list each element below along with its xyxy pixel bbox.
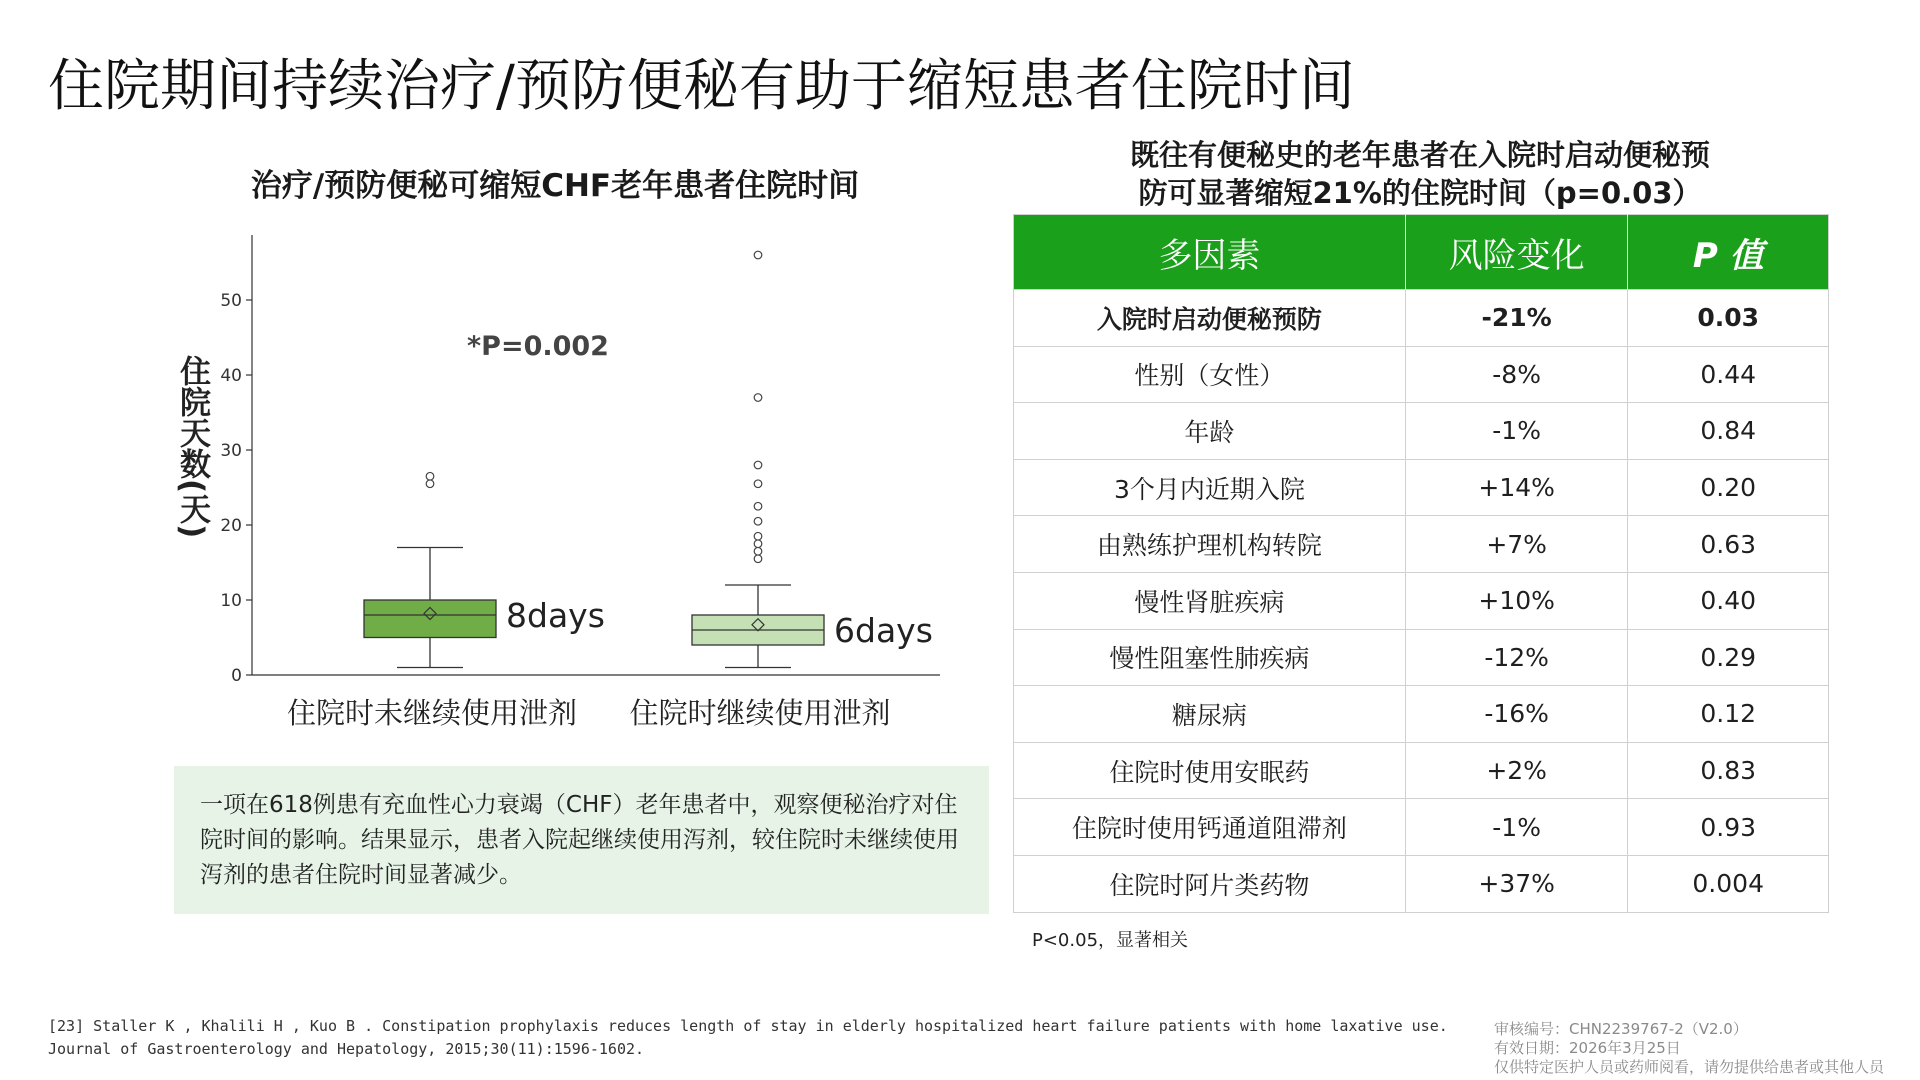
factor-cell: 住院时使用安眠药	[1014, 742, 1406, 799]
p-value-cell: 0.44	[1628, 346, 1829, 403]
table-row	[1014, 799, 1829, 856]
factor-cell: 慢性肾脏疾病	[1014, 572, 1406, 629]
change-cell: +37%	[1405, 855, 1628, 912]
factor-cell: 糖尿病	[1014, 686, 1406, 743]
change-cell: +2%	[1405, 742, 1628, 799]
audit-valid-date: 有效日期：2026年3月25日	[1494, 1039, 1681, 1057]
outlier-point	[754, 461, 762, 469]
median-label: 8days	[506, 596, 605, 635]
p-value-cell: 0.12	[1628, 686, 1829, 743]
significance-annotation: *P=0.002	[467, 331, 609, 362]
table-row	[1014, 459, 1829, 516]
p-value-cell: 0.004	[1628, 855, 1829, 912]
risk-factor-table	[1013, 214, 1829, 913]
y-tick-label: 50	[220, 291, 242, 311]
outlier-point	[754, 480, 762, 488]
table-header-row	[1014, 215, 1829, 290]
table-row	[1014, 855, 1829, 912]
factor-cell: 3个月内近期入院	[1014, 459, 1406, 516]
p-value-cell: 0.83	[1628, 742, 1829, 799]
table-title-line2: 防可显著缩短21%的住院时间（p=0.03）	[1138, 176, 1702, 210]
outlier-point	[754, 555, 762, 563]
x-category-label: 住院时未继续使用泄剂	[286, 696, 578, 730]
factor-cell: 慢性阻塞性肺疾病	[1014, 629, 1406, 686]
change-cell: -12%	[1405, 629, 1628, 686]
change-cell: +7%	[1405, 516, 1628, 573]
reference-citation	[48, 1015, 1468, 1061]
factor-cell: 由熟练护理机构转院	[1014, 516, 1406, 573]
page-title: 住院期间持续治疗/预防便秘有助于缩短患者住院时间	[48, 54, 1355, 119]
median-label: 6days	[834, 611, 933, 650]
table-row	[1014, 572, 1829, 629]
table-row	[1014, 290, 1829, 347]
change-cell: -1%	[1405, 403, 1628, 460]
header-factor: 多因素	[1014, 215, 1406, 290]
change-cell: -16%	[1405, 686, 1628, 743]
table-row	[1014, 346, 1829, 403]
y-axis-label: 住院天数(天)	[174, 355, 210, 539]
summary-box	[174, 766, 989, 914]
summary-text: 一项在618例患有充血性心力衰竭（CHF）老年患者中，观察便秘治疗对住院时间的影响。结果显示，患者入院起继续使用泻剂，较住院时未继续使用泻剂的患者住院时间显著减少。	[200, 792, 959, 888]
outlier-point	[754, 251, 762, 259]
x-category-label: 住院时继续使用泄剂	[629, 696, 891, 730]
p-value-cell: 0.20	[1628, 459, 1829, 516]
factor-cell: 性别（女性）	[1014, 346, 1406, 403]
p-value-cell: 0.40	[1628, 572, 1829, 629]
table-row	[1014, 629, 1829, 686]
p-value-cell: 0.84	[1628, 403, 1829, 460]
outlier-point	[426, 472, 434, 480]
reference-line2: Journal of Gastroenterology and Hepatology, 2015;30(11):1596-1602.	[48, 1040, 645, 1058]
change-cell: +14%	[1405, 459, 1628, 516]
audit-notice: 仅供特定医护人员或药师阅看，请勿提供给患者或其他人员	[1494, 1058, 1885, 1076]
change-cell: -1%	[1405, 799, 1628, 856]
header-change: 风险变化	[1405, 215, 1628, 290]
outlier-point	[754, 502, 762, 510]
reference-line1: [23] Staller K , Khalili H , Kuo B . Constipation prophylaxis reduces length of stay in elderly hospitalized heart failure patients with home laxative use.	[48, 1017, 1448, 1035]
table-title-line1: 既往有便秘史的老年患者在入院时启动便秘预	[1129, 138, 1710, 172]
y-tick-label: 0	[231, 666, 242, 686]
y-tick-label: 20	[220, 516, 242, 536]
outlier-point	[426, 480, 434, 488]
table-title	[1020, 136, 1820, 212]
change-cell: -21%	[1405, 290, 1628, 347]
audit-info	[1494, 1020, 1884, 1077]
table-row	[1014, 742, 1829, 799]
outlier-point	[754, 532, 762, 540]
header-p-value: P 值	[1628, 215, 1829, 290]
factor-cell: 住院时阿片类药物	[1014, 855, 1406, 912]
factor-cell: 住院时使用钙通道阻滞剂	[1014, 799, 1406, 856]
factor-cell: 入院时启动便秘预防	[1014, 290, 1406, 347]
outlier-point	[754, 394, 762, 402]
boxplot-chart	[160, 225, 960, 745]
y-tick-label: 10	[220, 591, 242, 611]
p-value-cell: 0.63	[1628, 516, 1829, 573]
p-value-cell: 0.03	[1628, 290, 1829, 347]
audit-code: 审核编号：CHN2239767-2（V2.0）	[1494, 1020, 1748, 1038]
outlier-point	[754, 547, 762, 555]
y-tick-label: 40	[220, 366, 242, 386]
table-footnote: P<0.05，显著相关	[1032, 930, 1189, 951]
outlier-point	[754, 517, 762, 525]
y-tick-label: 30	[220, 441, 242, 461]
factor-cell: 年龄	[1014, 403, 1406, 460]
p-value-cell: 0.93	[1628, 799, 1829, 856]
p-value-cell: 0.29	[1628, 629, 1829, 686]
change-cell: +10%	[1405, 572, 1628, 629]
change-cell: -8%	[1405, 346, 1628, 403]
table-row	[1014, 686, 1829, 743]
chart-title: 治疗/预防便秘可缩短CHF老年患者住院时间	[250, 168, 860, 204]
table-row	[1014, 516, 1829, 573]
table-row	[1014, 403, 1829, 460]
outlier-point	[754, 540, 762, 548]
